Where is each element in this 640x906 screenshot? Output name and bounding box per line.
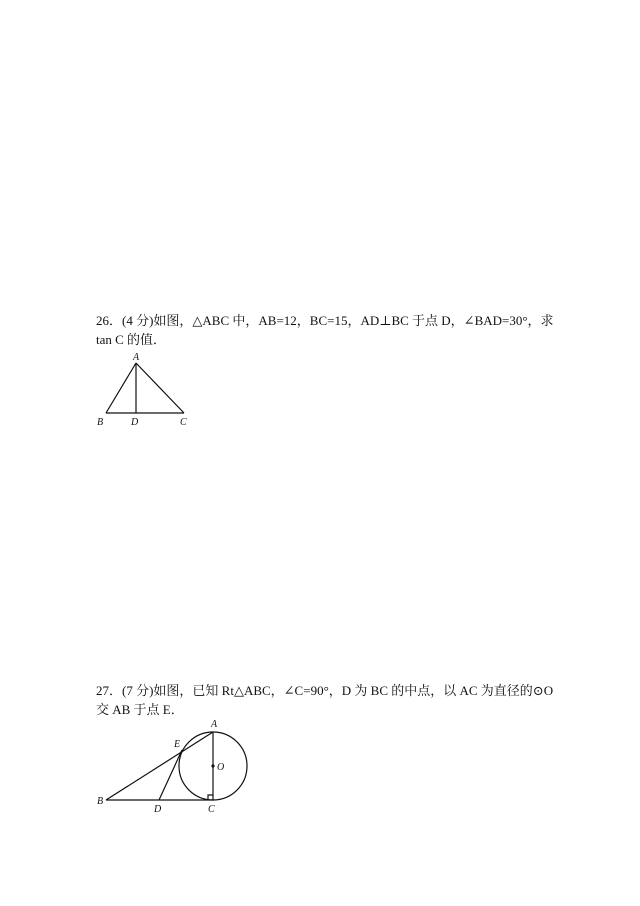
problem-26-figure	[96, 350, 196, 430]
problem-26-text	[96, 311, 554, 349]
label-c: C	[180, 417, 187, 428]
label-d: D	[131, 417, 139, 428]
label-d: D	[154, 804, 162, 815]
label-a: A	[211, 719, 218, 730]
problem-27-line-1: 27．(7 分)如图，已知 Rt△ABC，∠C=90°，D 为 BC 的中点，以 AC 为直径的⊙O	[96, 683, 554, 698]
side-ab	[106, 363, 136, 413]
problem-26-line-2: tan C 的值．	[96, 332, 167, 347]
label-o: O	[217, 762, 225, 773]
segment-de	[159, 750, 182, 800]
problem-27-text	[96, 681, 554, 719]
problem-27-figure	[94, 716, 264, 816]
label-a: A	[133, 352, 140, 363]
label-b: B	[97, 796, 104, 807]
problem-26-line-1: 26．(4 分)如图，△ABC 中，AB=12，BC=15，AD⊥BC 于点 D，∠BAD=30°，求	[96, 313, 554, 328]
side-ac	[136, 363, 184, 413]
label-e: E	[174, 739, 181, 750]
side-ab	[106, 732, 213, 800]
center-o-dot	[211, 764, 214, 767]
problem-27-line-2: 交 AB 于点 E．	[96, 702, 184, 717]
label-b: B	[97, 417, 104, 428]
label-c: C	[208, 804, 215, 815]
